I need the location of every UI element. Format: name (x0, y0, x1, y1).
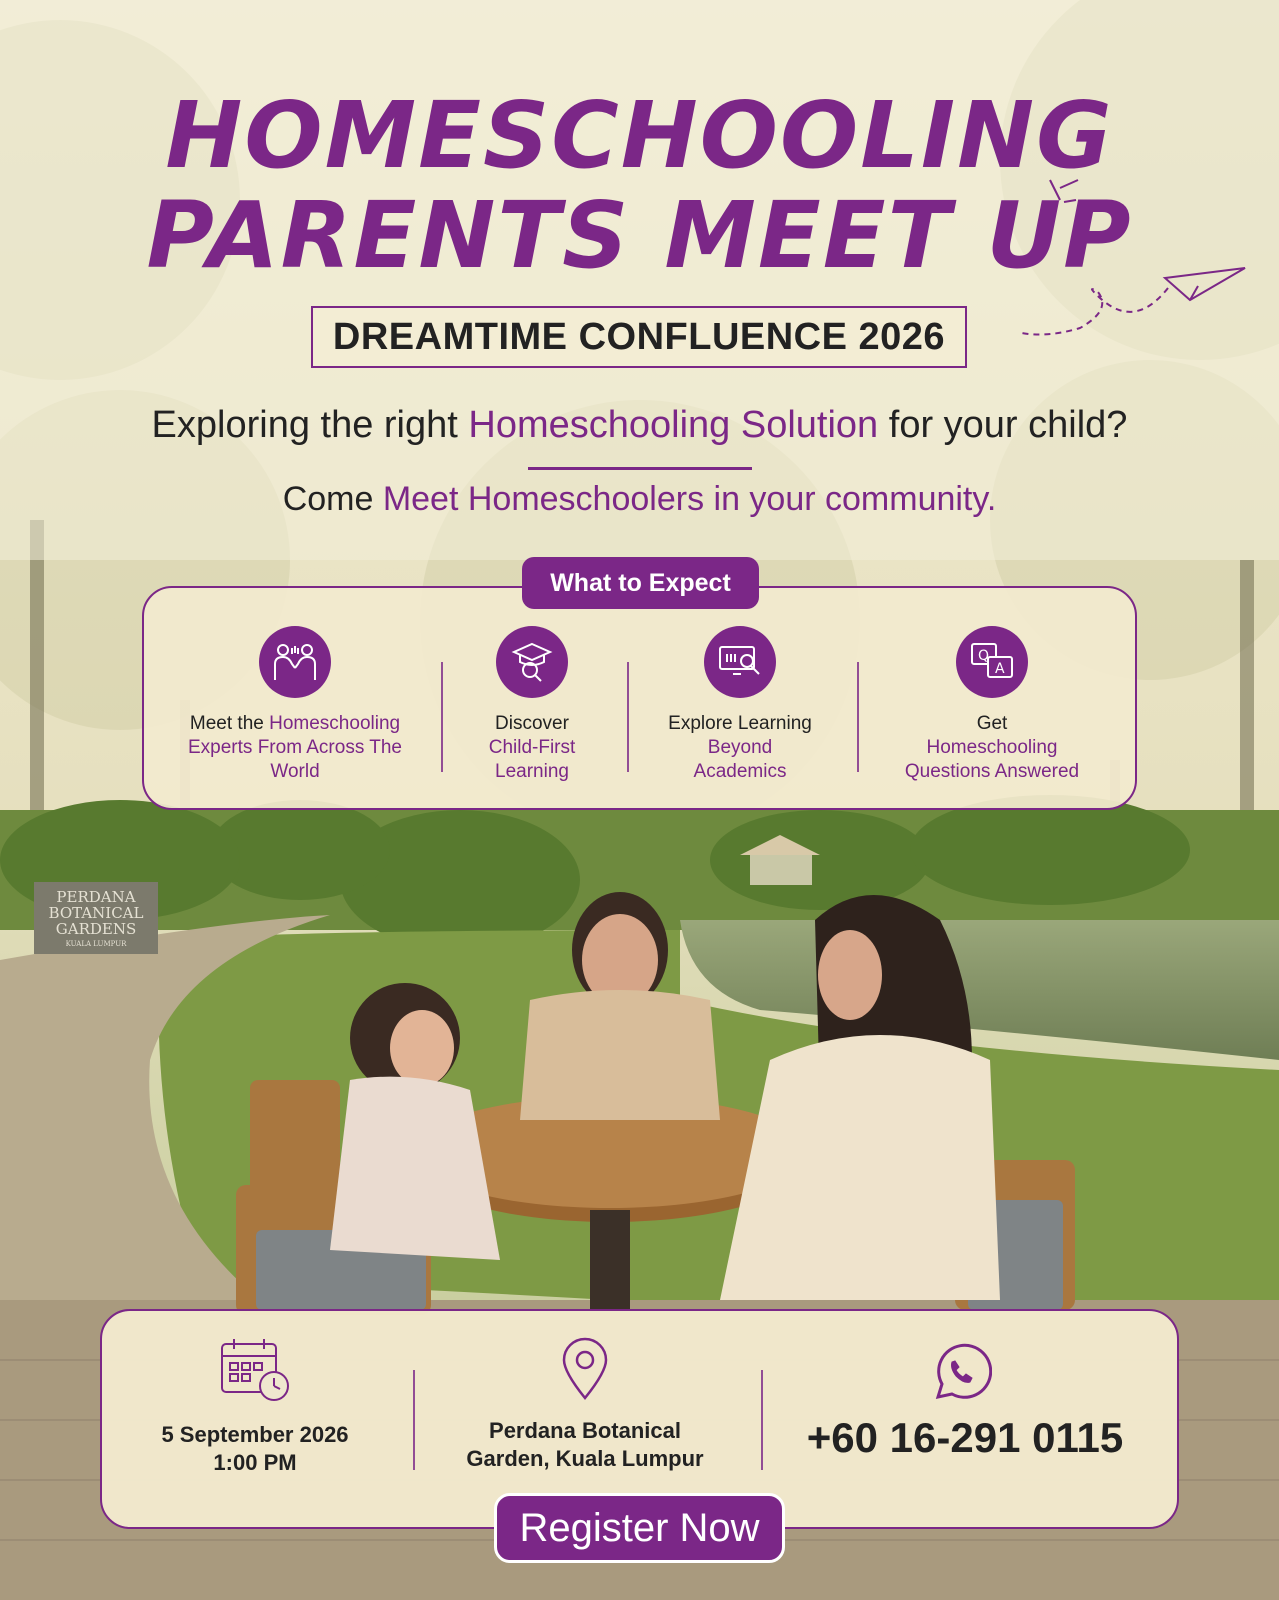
tagline2 (0, 480, 1279, 519)
whatsapp-icon (930, 1342, 992, 1404)
info-separator (413, 1370, 415, 1470)
feature-beyond-academics (650, 626, 830, 784)
feature-separator (857, 662, 859, 772)
calendar-icon (218, 1336, 292, 1402)
event-time-text: 1:00 PM (213, 1450, 297, 1475)
sign-text-line2: BOTANICAL (48, 904, 144, 922)
tagline-divider (528, 467, 752, 470)
event-date (130, 1336, 380, 1477)
register-now-button[interactable]: Register Now (494, 1493, 785, 1563)
info-separator (761, 1370, 763, 1470)
what-to-expect-heading: What to Expect (522, 557, 759, 609)
graduation-search-icon (496, 626, 568, 698)
location-line1: Perdana Botanical (489, 1418, 681, 1443)
feature-separator (441, 662, 443, 772)
feature-separator (627, 662, 629, 772)
feature-experts-text: Meet the Homeschooling Experts From Across The World (188, 713, 402, 782)
sign-text-line1: PERDANA (56, 888, 136, 906)
tagline (0, 404, 1279, 447)
feature-experts (170, 626, 420, 784)
event-date-text: 5 September 2026 (161, 1422, 349, 1447)
phone-number[interactable]: +60 16-291 0115 (806, 1414, 1124, 1461)
feature-questions-answered (882, 626, 1102, 784)
sign-text-line4: KUALA LUMPUR (65, 940, 127, 948)
title-line2: PARENTS MEET UP (146, 182, 1133, 289)
location-pin-icon (560, 1336, 610, 1402)
svg-text:Q: Q (978, 648, 990, 664)
feature-beyond-academics-text: Explore Learning Beyond Academics (668, 713, 812, 782)
feature-child-first (462, 626, 602, 784)
svg-text:A: A (995, 661, 1005, 677)
event-subtitle: DREAMTIME CONFLUENCE 2026 (311, 306, 967, 368)
location-line2: Garden, Kuala Lumpur (466, 1446, 704, 1471)
tagline-highlight: Homeschooling Solution (468, 404, 879, 446)
sign-text-line3: GARDENS (55, 920, 137, 938)
event-location (440, 1336, 730, 1473)
title-line1: HOMESCHOOLING (165, 82, 1114, 189)
qa-bubbles-icon (956, 626, 1028, 698)
feature-child-first-text: Discover Child-First Learning (488, 713, 576, 782)
tagline-pre: Exploring the right (151, 404, 469, 446)
feature-questions-text: Get Homeschooling Questions Answered (904, 713, 1080, 782)
screen-search-icon (704, 626, 776, 698)
people-meeting-icon (259, 626, 331, 698)
tagline2-pre: Come (282, 480, 383, 518)
tagline2-highlight: Meet Homeschoolers in your community. (382, 480, 997, 518)
tagline-post: for your child? (878, 404, 1128, 446)
